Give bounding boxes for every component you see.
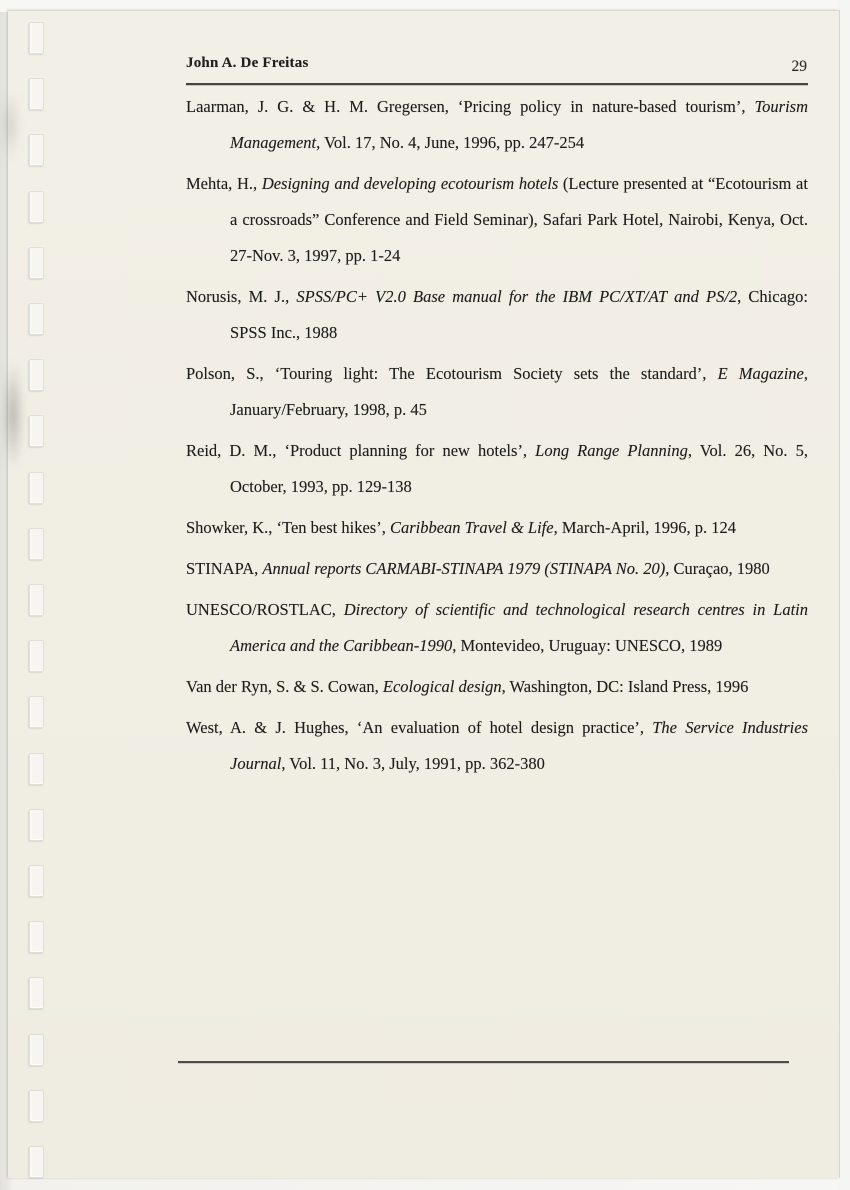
binding-hole xyxy=(29,359,44,391)
paper-sheet xyxy=(8,10,839,1178)
reference-entry xyxy=(186,551,808,587)
binding-hole xyxy=(29,1034,44,1066)
reference-list xyxy=(186,89,808,782)
binding-hole xyxy=(29,247,44,279)
reference-title-italic: Caribbean Travel & Life xyxy=(389,518,554,537)
reference-entry xyxy=(186,279,808,351)
binding-hole xyxy=(29,640,44,672)
binding-hole xyxy=(29,191,44,223)
binding-hole xyxy=(29,696,44,728)
reference-title-italic: E Magazine xyxy=(717,364,804,383)
binding-hole xyxy=(29,753,44,785)
page-header xyxy=(186,54,808,75)
reference-text: Reid, D. M., ‘Product planning for new hotels’, xyxy=(186,441,536,460)
reference-text: Polson, S., ‘Touring light: The Ecotourism Society sets the standard’, xyxy=(186,364,718,383)
page-content xyxy=(186,54,808,787)
reference-text: , January/February, 1998, p. 45 xyxy=(230,364,808,419)
binding-holes xyxy=(8,10,68,1178)
binding-hole xyxy=(29,472,44,504)
reference-text: , Washington, DC: Island Press, 1996 xyxy=(501,677,749,696)
reference-title-italic: Directory of scientific and technological research centres in Latin America and the Caribbean-1990 xyxy=(230,600,808,655)
binding-hole xyxy=(29,865,44,897)
binding-hole xyxy=(29,921,44,953)
header-rule xyxy=(186,83,808,85)
binding-hole xyxy=(29,809,44,841)
reference-text: UNESCO/ROSTLAC, xyxy=(186,600,344,619)
reference-entry xyxy=(186,356,808,428)
reference-text: Norusis, M. J., xyxy=(186,287,297,306)
reference-text: West, A. & J. Hughes, ‘An evaluation of hotel design practice’, xyxy=(186,718,653,737)
page-number: 29 xyxy=(791,58,807,75)
reference-text: STINAPA, xyxy=(186,559,263,578)
reference-title-italic: SPSS/PC+ V2.0 Base manual for the IBM PC/XT/AT and PS/2 xyxy=(296,287,738,306)
reference-title-italic: The Service Industries Journal xyxy=(230,718,808,773)
reference-text: , Montevideo, Uruguay: UNESCO, 1989 xyxy=(452,636,723,655)
reference-entry xyxy=(186,669,808,705)
reference-text: , Vol. 26, No. 5, October, 1993, pp. 129-138 xyxy=(230,441,809,496)
reference-text: , Vol. 17, No. 4, June, 1996, pp. 247-254 xyxy=(316,133,585,152)
reference-entry xyxy=(186,710,808,782)
reference-entry xyxy=(186,166,808,274)
reference-title-italic: Tourism Management xyxy=(230,97,808,152)
binding-hole xyxy=(29,528,44,560)
reference-entry xyxy=(186,433,808,505)
reference-text: , Vol. 11, No. 3, July, 1991, pp. 362-380 xyxy=(281,754,545,773)
scanner-edge-right xyxy=(838,0,850,1190)
reference-entry xyxy=(186,510,808,546)
running-header-author: John A. De Freitas xyxy=(186,55,309,71)
binding-hole xyxy=(29,134,44,166)
binding-hole xyxy=(29,584,44,616)
binding-hole xyxy=(29,977,44,1009)
reference-text: , March-April, 1996, p. 124 xyxy=(553,518,736,537)
reference-entry xyxy=(186,592,808,664)
reference-text: , Curaçao, 1980 xyxy=(665,559,770,578)
reference-title-italic: Ecological design xyxy=(382,677,502,696)
reference-text: Laarman, J. G. & H. M. Gregersen, ‘Pricing policy in nature-based tourism’, xyxy=(186,97,755,116)
binding-hole xyxy=(29,22,44,54)
reference-title-italic: Designing and developing ecotourism hotels xyxy=(261,174,559,193)
reference-entry xyxy=(186,89,808,161)
reference-title-italic: Long Range Planning xyxy=(535,441,688,460)
reference-title-italic: Annual reports CARMABI-STINAPA 1979 (STINAPA No. 20) xyxy=(262,559,666,578)
reference-text: Showker, K., ‘Ten best hikes’, xyxy=(186,518,390,537)
reference-text: Mehta, H., xyxy=(186,174,262,193)
reference-text: Van der Ryn, S. & S. Cowan, xyxy=(186,677,383,696)
binding-hole xyxy=(29,78,44,110)
binding-hole xyxy=(29,415,44,447)
reference-text: (Lecture presented at “Ecotourism at a crossroads” Conference and Field Seminar), Safari Park Hotel, Nairobi, Kenya, Oct. 27-Nov. 3, 1997, pp. 1-24 xyxy=(230,174,808,265)
binding-hole xyxy=(29,1146,44,1178)
binding-hole xyxy=(29,1090,44,1122)
binding-hole xyxy=(29,303,44,335)
footer-rule xyxy=(178,1061,789,1063)
reference-text: , Chicago: SPSS Inc., 1988 xyxy=(230,287,809,342)
